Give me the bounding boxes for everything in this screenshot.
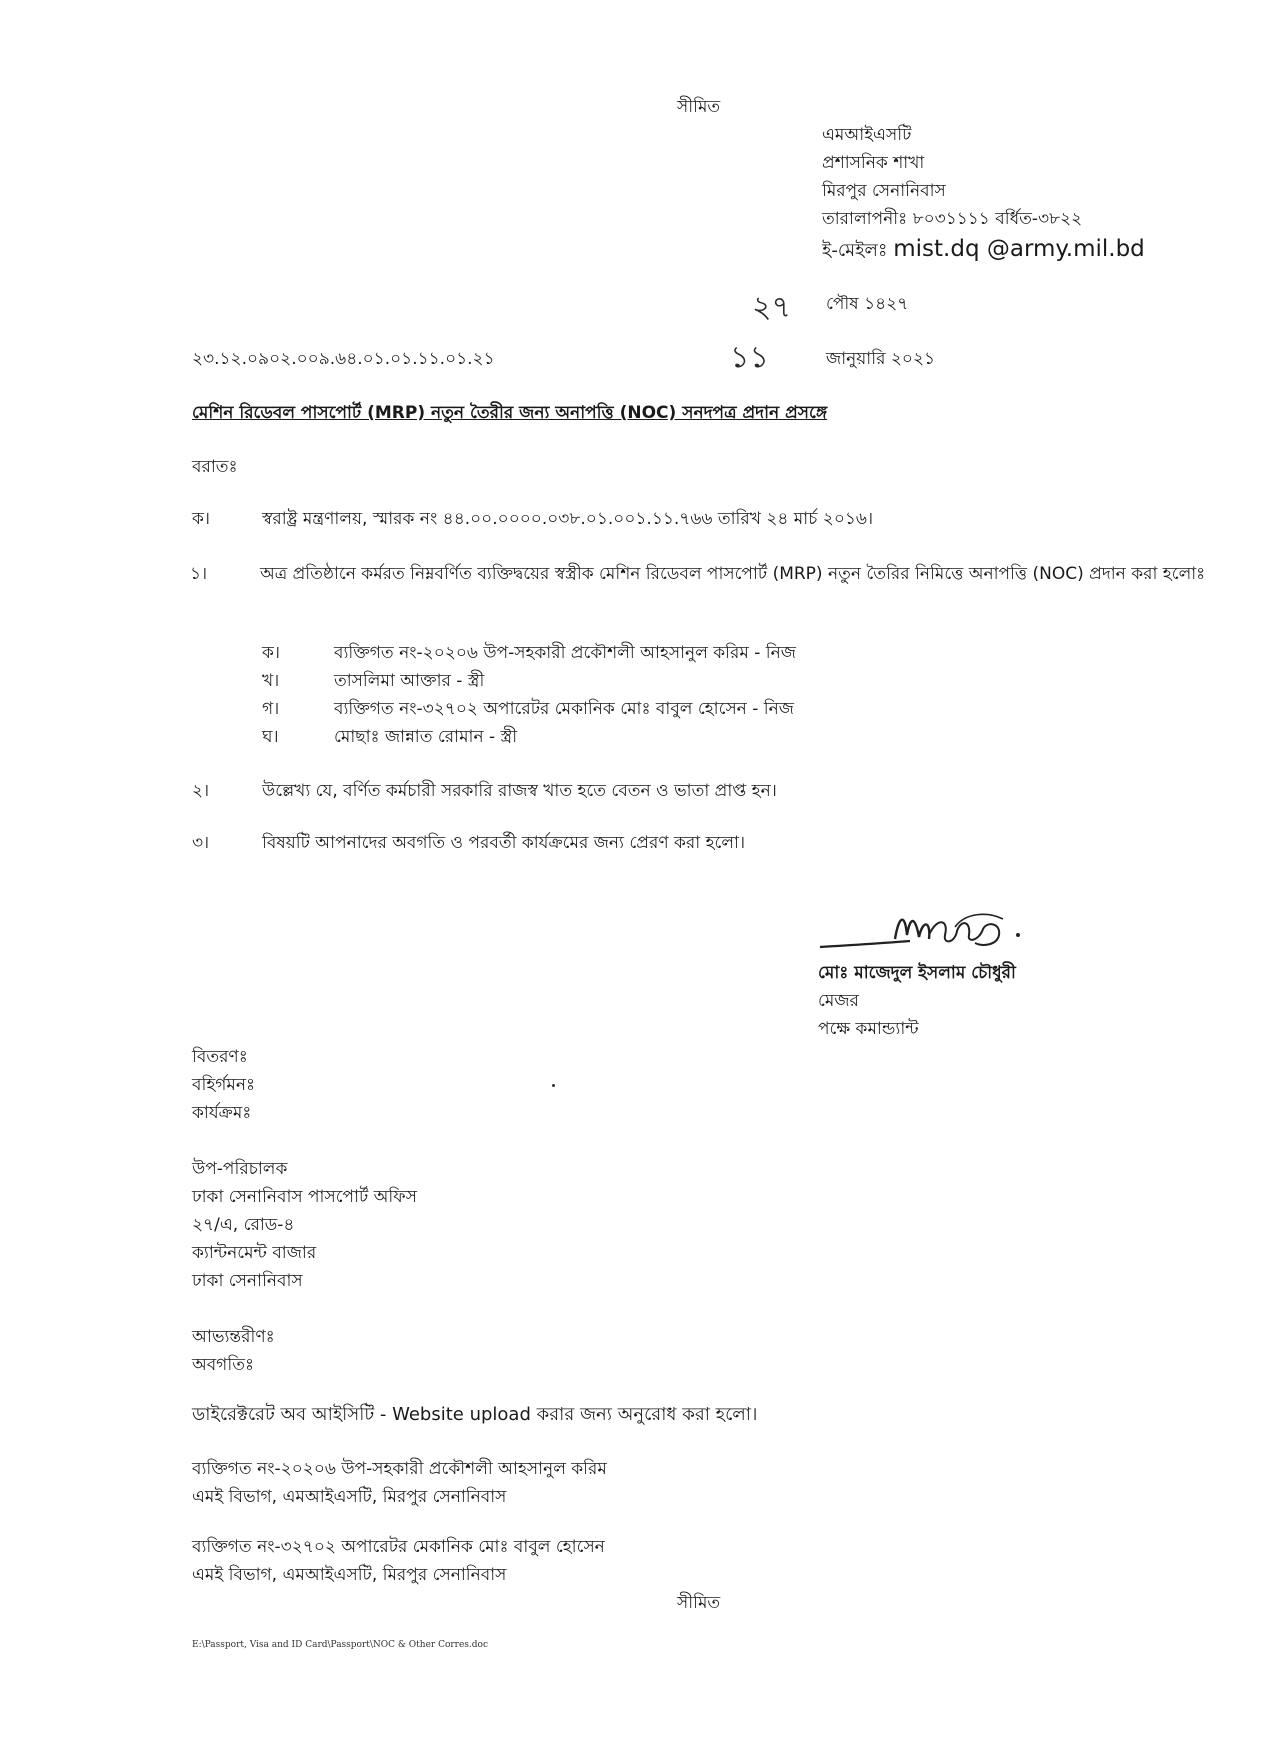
sender-location: মিরপুর সেনানিবাস <box>822 181 946 201</box>
signatory-name: মোঃ মাজেদুল ইসলাম চৌধুরী <box>818 963 1016 983</box>
person-item: তাসলিমা আক্তার - স্ত্রী <box>334 671 485 691</box>
para1-text: অত্র প্রতিষ্ঠানে কর্মরত নিম্নবর্ণিত ব্যক্তিদ্বয়ের স্বস্ত্রীক মেশিন রিডেবল পাসপোর্ট (MRP) নতুন তৈরির নিমিত্তে অনাপত্তি (NOC) প্রদান করা হলোঃ <box>260 564 1206 584</box>
para1-marker: ১। <box>190 564 208 584</box>
copy1-line: ব্যক্তিগত নং-২০২০৬ উপ-সহকারী প্রকৌশলী আহসানুল করিম <box>192 1459 607 1479</box>
distribution-external: বহির্গমনঃ <box>192 1075 256 1095</box>
bangla-day-handwritten: ২৭ <box>752 290 792 325</box>
reference-number: ২৩.১২.০৯০২.০০৯.৬৪.০১.০১.১১.০১.২১ <box>192 349 495 369</box>
sender-phone: তারালাপনীঃ ৮০৩১১১১ বর্ধিত-৩৮২২ <box>822 209 1083 229</box>
sender-org: এমআইএসটি <box>822 125 912 145</box>
english-day-handwritten: ১১ <box>730 340 769 375</box>
copy2-line: ব্যক্তিগত নং-৩২৭০২ অপারেটর মেকানিক মোঃ বাবুল হোসেন <box>192 1537 605 1557</box>
recipient-line: ২৭/এ, রোড-৪ <box>192 1215 295 1235</box>
recipient-line: ক্যান্টনমেন্ট বাজার <box>192 1243 317 1263</box>
internal-label: আভ্যন্তরীণঃ <box>192 1327 275 1347</box>
signature-image <box>815 905 1025 965</box>
distribution-action: কার্যক্রমঃ <box>192 1103 252 1123</box>
para3-text: বিষয়টি আপনাদের অবগতি ও পরবর্তী কার্যক্রমের জন্য প্রেরণ করা হলো। <box>262 833 746 853</box>
reference-label: বরাতঃ <box>192 457 238 477</box>
para2-text: উল্লেখ্য যে, বর্ণিত কর্মচারী সরকারি রাজস্ব খাত হতে বেতন ও ভাতা প্রাপ্ত হন। <box>262 781 777 801</box>
file-path-footer: E:\Passport, Visa and ID Card\Passport\NOC & Other Corres.doc <box>192 1640 489 1650</box>
sender-email-line <box>822 238 1145 262</box>
para3-marker: ৩। <box>192 833 210 853</box>
paragraph-1 <box>190 560 1225 588</box>
stray-dot <box>552 1084 555 1087</box>
sender-branch: প্রশাসনিক শাখা <box>822 153 925 173</box>
person-item: ব্যক্তিগত নং-২০২০৬ উপ-সহকারী প্রকৌশলী আহসানুল করিম - নিজ <box>334 643 796 663</box>
classification-bottom: সীমিত <box>677 1593 721 1613</box>
para2-marker: ২। <box>192 781 210 801</box>
person-marker: খ। <box>262 671 280 691</box>
classification-top: সীমিত <box>677 97 721 117</box>
person-marker: গ। <box>262 699 280 719</box>
person-item: ব্যক্তিগত নং-৩২৭০২ অপারেটর মেকানিক মোঃ বাবুল হোসেন - নিজ <box>334 699 794 719</box>
email-label: ই-মেইলঃ <box>822 240 888 261</box>
reference-marker: ক। <box>192 509 210 529</box>
ict-note: ডাইরেক্টরেট অব আইসিটি - Website upload করার জন্য অনুরোধ করা হলো। <box>192 1404 758 1425</box>
recipient-line: ঢাকা সেনানিবাস পাসপোর্ট অফিস <box>192 1187 417 1207</box>
signatory-rank: মেজর <box>818 991 859 1011</box>
bangla-date: পৌষ ১৪২৭ <box>826 294 909 314</box>
internal-info-label: অবগতিঃ <box>192 1355 255 1375</box>
email-address[interactable]: mist.dq @army.mil.bd <box>893 236 1145 262</box>
recipient-line: উপ-পরিচালক <box>192 1159 288 1179</box>
english-date: জানুয়ারি ২০২১ <box>826 349 936 369</box>
subject-line: মেশিন রিডেবল পাসপোর্ট (MRP) নতুন তৈরীর জন্য অনাপত্তি (NOC) সনদপত্র প্রদান প্রসঙ্গে <box>192 403 828 423</box>
person-marker: ঘ। <box>262 727 279 747</box>
distribution-label: বিতরণঃ <box>192 1047 248 1067</box>
copy1-line: এমই বিভাগ, এমআইএসটি, মিরপুর সেনানিবাস <box>192 1487 507 1507</box>
signatory-on-behalf: পক্ষে কমান্ড্যান্ট <box>818 1019 919 1039</box>
person-marker: ক। <box>262 643 280 663</box>
reference-text: স্বরাষ্ট্র মন্ত্রণালয়, স্মারক নং ৪৪.০০.০০০০.০৩৮.০১.০০১.১১.৭৬৬ তারিখ ২৪ মার্চ ২০১৬। <box>262 509 874 529</box>
person-item: মোছাঃ জান্নাত রোমান - স্ত্রী <box>334 727 518 747</box>
recipient-line: ঢাকা সেনানিবাস <box>192 1271 303 1291</box>
copy2-line: এমই বিভাগ, এমআইএসটি, মিরপুর সেনানিবাস <box>192 1565 507 1585</box>
